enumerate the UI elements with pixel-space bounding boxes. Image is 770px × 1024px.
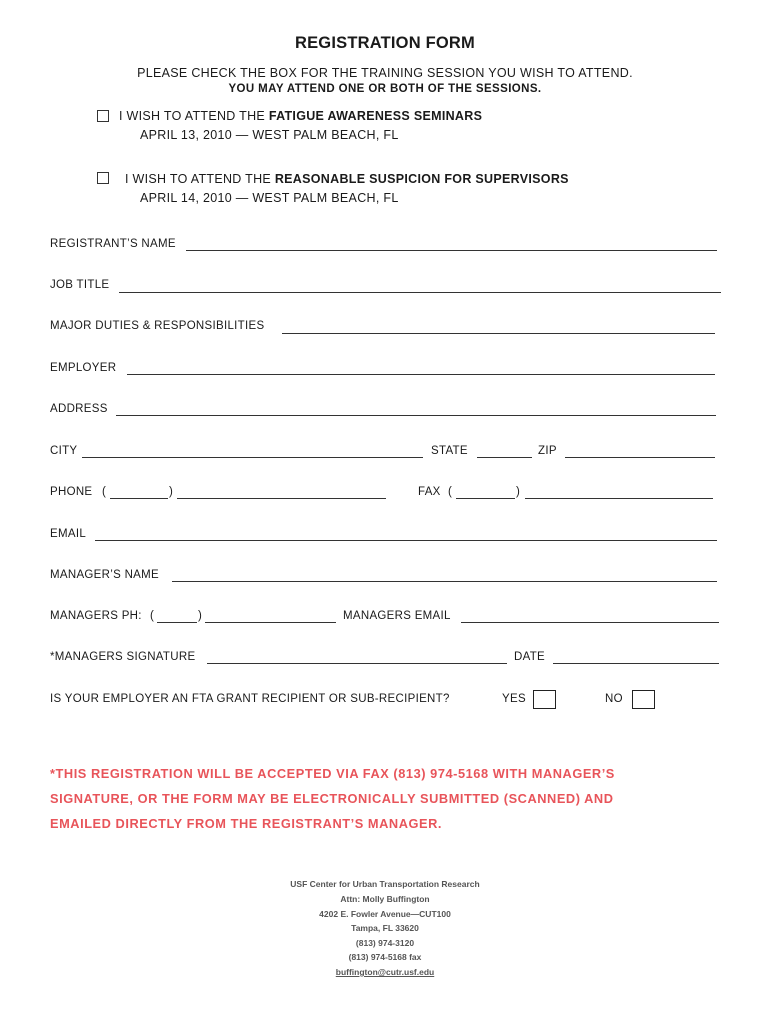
footer-attn: Attn: Molly Buffington bbox=[340, 894, 430, 904]
notice-line-3: EMAILED DIRECTLY FROM THE REGISTRANT’S MANAGER. bbox=[50, 816, 442, 831]
fax-area-open-paren: ( bbox=[448, 486, 452, 498]
footer-city: Tampa, FL 33620 bbox=[351, 923, 419, 933]
phone-label: PHONE bbox=[50, 486, 93, 498]
employer-field[interactable] bbox=[127, 374, 715, 375]
fta-yes-checkbox[interactable] bbox=[533, 690, 556, 709]
email-label: EMAIL bbox=[50, 528, 87, 540]
fax-area-code-field[interactable] bbox=[456, 498, 515, 499]
managers-email-field[interactable] bbox=[461, 622, 719, 623]
managers-phone-close-paren: ) bbox=[198, 610, 202, 622]
fax-area-close-paren: ) bbox=[516, 486, 520, 498]
zip-field[interactable] bbox=[565, 457, 715, 458]
session-1-label bbox=[119, 109, 482, 123]
phone-number-field[interactable] bbox=[177, 498, 386, 499]
managers-signature-field[interactable] bbox=[207, 663, 507, 664]
employer-label: EMPLOYER bbox=[50, 362, 117, 374]
registrant-name-field[interactable] bbox=[186, 250, 717, 251]
fta-question-label: IS YOUR EMPLOYER AN FTA GRANT RECIPIENT OR SUB-RECIPIENT? bbox=[50, 693, 450, 705]
footer-org: USF Center for Urban Transportation Research bbox=[290, 879, 480, 889]
date-field[interactable] bbox=[553, 663, 719, 664]
managers-phone-open-paren: ( bbox=[150, 610, 154, 622]
session-2-prefix: I WISH TO ATTEND THE bbox=[125, 172, 275, 186]
job-title-label: JOB TITLE bbox=[50, 279, 110, 291]
managers-name-label: MANAGER’S NAME bbox=[50, 569, 159, 581]
state-label: STATE bbox=[431, 445, 468, 457]
state-field[interactable] bbox=[477, 457, 532, 458]
footer-street: 4202 E. Fowler Avenue—CUT100 bbox=[319, 909, 451, 919]
managers-name-field[interactable] bbox=[172, 581, 717, 582]
phone-area-open-paren: ( bbox=[102, 486, 106, 498]
fax-number-field[interactable] bbox=[525, 498, 713, 499]
form-title: REGISTRATION FORM bbox=[294, 34, 475, 52]
phone-area-code-field[interactable] bbox=[110, 498, 168, 499]
zip-label: ZIP bbox=[538, 445, 557, 457]
instruction-line-1: PLEASE CHECK THE BOX FOR THE TRAINING SESSION YOU WISH TO ATTEND. bbox=[137, 66, 633, 80]
session-2-details: APRIL 14, 2010 — WEST PALM BEACH, FL bbox=[140, 191, 399, 205]
footer-phone: (813) 974-3120 bbox=[355, 938, 415, 948]
managers-phone-number-field[interactable] bbox=[205, 622, 336, 623]
city-field[interactable] bbox=[82, 457, 423, 458]
instruction-line-2: YOU MAY ATTEND ONE OR BOTH OF THE SESSIONS. bbox=[228, 83, 542, 95]
fta-no-checkbox[interactable] bbox=[632, 690, 655, 709]
footer-fax: (813) 974-5168 fax bbox=[348, 952, 422, 962]
notice-line-1: *THIS REGISTRATION WILL BE ACCEPTED VIA FAX (813) 974-5168 WITH MANAGER’S bbox=[50, 766, 615, 781]
address-label: ADDRESS bbox=[50, 403, 108, 415]
session-2-checkbox[interactable] bbox=[97, 172, 109, 184]
footer-email-link[interactable]: buffington@cutr.usf.edu bbox=[335, 967, 435, 977]
major-duties-label: MAJOR DUTIES & RESPONSIBILITIES bbox=[50, 320, 265, 332]
fta-no-label: NO bbox=[605, 693, 623, 705]
session-1-name: FATIGUE AWARENESS SEMINARS bbox=[268, 109, 483, 123]
managers-phone-label: MANAGERS PH: bbox=[50, 610, 142, 622]
address-field[interactable] bbox=[116, 415, 716, 416]
fta-yes-label: YES bbox=[502, 693, 526, 705]
session-1-details: APRIL 13, 2010 — WEST PALM BEACH, FL bbox=[140, 128, 399, 142]
email-field[interactable] bbox=[95, 540, 717, 541]
managers-signature-label: *MANAGERS SIGNATURE bbox=[50, 651, 196, 663]
major-duties-field[interactable] bbox=[282, 333, 715, 334]
managers-email-label: MANAGERS EMAIL bbox=[343, 610, 451, 622]
notice-line-2: SIGNATURE, OR THE FORM MAY BE ELECTRONICALLY SUBMITTED (SCANNED) AND bbox=[50, 791, 614, 806]
city-label: CITY bbox=[50, 445, 78, 457]
fax-label: FAX bbox=[418, 486, 441, 498]
session-2-name: REASONABLE SUSPICION FOR SUPERVISORS bbox=[274, 172, 569, 186]
session-1-checkbox[interactable] bbox=[97, 110, 109, 122]
session-1-prefix: I WISH TO ATTEND THE bbox=[119, 109, 269, 123]
managers-phone-area-code-field[interactable] bbox=[157, 622, 197, 623]
registrant-name-label: REGISTRANT’S NAME bbox=[50, 238, 176, 250]
job-title-field[interactable] bbox=[119, 292, 721, 293]
session-2-label bbox=[125, 172, 569, 186]
date-label: DATE bbox=[514, 651, 546, 663]
phone-area-close-paren: ) bbox=[169, 486, 173, 498]
